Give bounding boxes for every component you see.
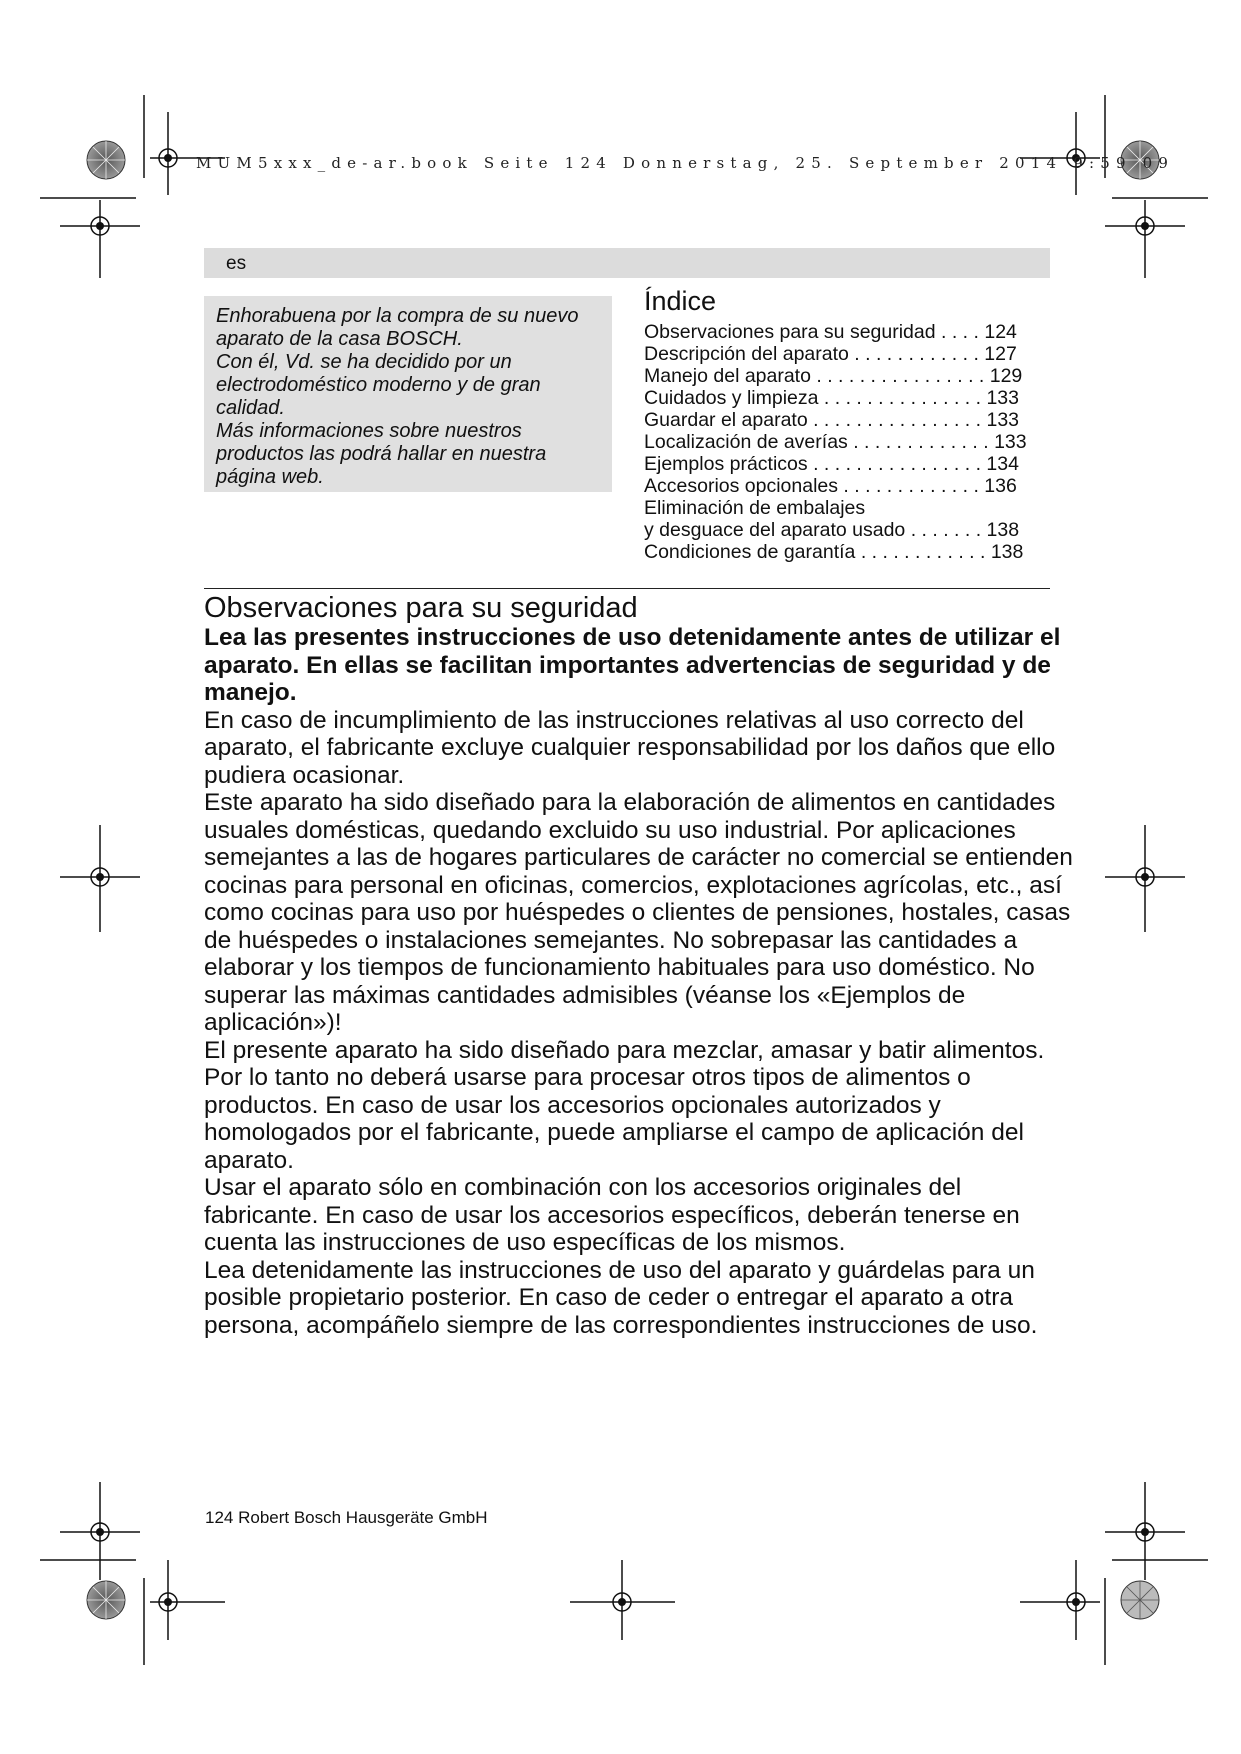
intro-box	[204, 296, 612, 492]
safety-lead: Lea las presentes instrucciones de uso detenidamente antes de utilizar el aparato. En ellas se facilitan importantes advertencias de seguridad y de manejo.	[204, 624, 1061, 706]
print-header: MUM5xxx_de-ar.book Seite 124 Donnerstag, 25. September 2014 9:59 09	[196, 154, 1175, 172]
safety-paragraph: El presente aparato ha sido diseñado para mezclar, amasar y batir alimentos. Por lo tanto no deberá usarse para procesar otros tipos de alimentos o productos. En caso de usar los accesorios opcionales autorizados y homologados por el fabricante, puede ampliarse el campo de aplicación del aparato.	[204, 1036, 1045, 1174]
toc-entry: Descripción del aparato . . . . . . . . . . . . 127	[644, 343, 1017, 365]
toc-entry: Condiciones de garantía . . . . . . . . . . . . 138	[644, 541, 1024, 563]
toc-entry: Observaciones para su seguridad . . . . 124	[644, 321, 1017, 343]
safety-paragraph: En caso de incumplimiento de las instrucciones relativas al uso correcto del aparato, el fabricante excluye cualquier responsabilidad por los daños que ello pudiera ocasionar.	[204, 706, 1056, 789]
intro-line: Con él, Vd. se ha decidido por un electrodoméstico moderno y de gran calidad.	[216, 351, 541, 419]
toc-entry: Guardar el aparato . . . . . . . . . . . . . . . . 133	[644, 409, 1020, 431]
toc-entry: Ejemplos prácticos . . . . . . . . . . . . . . . . 134	[644, 453, 1019, 475]
section-divider	[204, 588, 1050, 589]
language-code: es	[226, 253, 247, 274]
page-footer: 124 Robert Bosch Hausgeräte GmbH	[205, 1508, 488, 1527]
safety-paragraph: Usar el aparato sólo en combinación con los accesorios originales del fabricante. En caso de usar los accesorios específicos, deberán tenerse en cuenta las instrucciones de uso específicas de los mismos.	[204, 1174, 1020, 1256]
toc-entry: Localización de averías . . . . . . . . . . . . . 133	[644, 431, 1027, 453]
table-of-contents	[644, 286, 1052, 563]
safety-title: Observaciones para su seguridad	[204, 592, 638, 624]
crosshair-icon	[1020, 1560, 1100, 1640]
starburst-mark-icon	[1121, 1581, 1159, 1619]
crosshair-icon	[1105, 200, 1185, 278]
toc-entry: Eliminación de embalajes	[644, 497, 866, 519]
safety-paragraph: Lea detenidamente las instrucciones de uso del aparato y guárdelas para un posible propietario posterior. En caso de ceder o entregar el aparato a otra persona, acompáñelo siempre de las correspondientes instrucciones de uso.	[204, 1256, 1038, 1339]
toc-entry: y desguace del aparato usado . . . . . . . 138	[644, 519, 1020, 541]
safety-section	[204, 592, 1074, 1339]
starburst-mark-icon	[87, 141, 125, 179]
crosshair-icon	[60, 200, 140, 278]
toc-entry: Accesorios opcionales . . . . . . . . . . . . . 136	[644, 475, 1017, 497]
intro-line: Enhorabuena por la compra de su nuevo aparato de la casa BOSCH.	[216, 305, 579, 350]
intro-line: Más informaciones sobre nuestros productos las podrá hallar en nuestra página web.	[216, 420, 547, 488]
crosshair-icon	[150, 1560, 225, 1640]
safety-paragraph: Este aparato ha sido diseñado para la elaboración de alimentos en cantidades usuales domésticas, quedando excluido su uso industrial. Por aplicaciones semejantes a las de hogares particulares de carácter no comercial se entienden cocinas para personal en oficinas, comercios, explotaciones agrícolas, etc., así como cocinas para uso por huéspedes o clientes de pensiones, hostales, casas de huéspedes o instalaciones semejantes. No sobrepasar las cantidades a elaborar y los tiempos de funcionamiento habituales para uso doméstico. No superar las máximas cantidades admisibles (véanse los «Ejemplos de aplicación»)!	[204, 789, 1073, 1036]
toc-entry: Cuidados y limpieza . . . . . . . . . . . . . . . 133	[644, 387, 1019, 409]
starburst-mark-icon	[87, 1581, 125, 1619]
toc-title: Índice	[644, 286, 717, 316]
language-bar	[204, 248, 1050, 278]
toc-entry: Manejo del aparato . . . . . . . . . . . . . . . . 129	[644, 365, 1023, 387]
